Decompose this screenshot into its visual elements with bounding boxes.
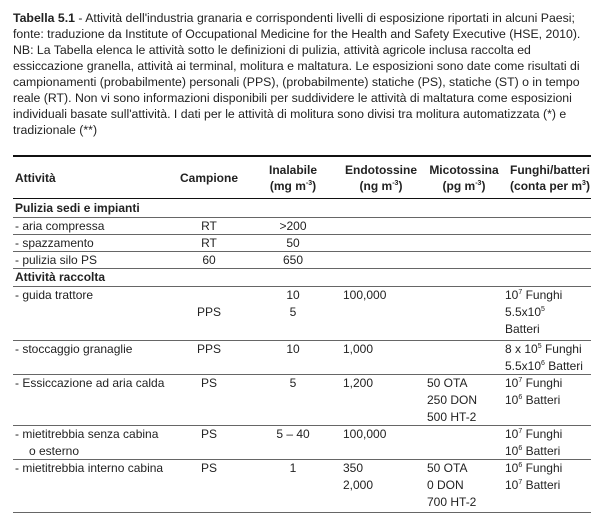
- header-endotossine-exp: -3: [392, 180, 399, 187]
- cell-micotossina: 50 OTA: [427, 461, 468, 475]
- table-row: [13, 426, 591, 460]
- header-bottom-rule: [13, 198, 591, 199]
- header-inalabile: [257, 162, 329, 194]
- cell-inalabile: >200: [279, 219, 307, 233]
- row-divider: [13, 512, 591, 513]
- funghi-text: Funghi: [541, 342, 582, 356]
- cell-campione: PPS: [196, 342, 221, 356]
- section-raccolta: [13, 269, 591, 286]
- section-raccolta-label: Attività raccolta: [15, 270, 106, 284]
- cell-funghi: Batteri: [505, 322, 540, 336]
- funghi-text: Batteri: [522, 478, 561, 492]
- header-inalabile-close: ): [312, 179, 317, 193]
- cell-funghi: [505, 287, 562, 304]
- cell-inalabile: 5 – 40: [276, 427, 310, 441]
- header-campione: Campione: [179, 171, 238, 185]
- cell-micotossina: 700 HT-2: [427, 495, 477, 509]
- funghi-text: Batteri: [522, 444, 561, 458]
- header-endotossine: [341, 162, 421, 194]
- header-inalabile-unit: (mg m: [269, 179, 306, 193]
- cell-endotossine: 2,000: [343, 478, 374, 492]
- cell-inalabile: 650: [282, 253, 304, 267]
- cell-endotossine: 100,000: [343, 427, 387, 441]
- cell-funghi: [505, 375, 562, 392]
- cell-micotossina: 500 HT-2: [427, 410, 477, 424]
- funghi-text: Funghi: [522, 427, 563, 441]
- header-inalabile-line2: [257, 178, 329, 194]
- header-funghi-close: ): [585, 179, 590, 193]
- header-attivita: Attività: [15, 171, 56, 185]
- header-endotossine-unit: (ng m: [359, 179, 393, 193]
- table-label: Tabella 5.1: [13, 11, 75, 25]
- cell-campione: 60: [202, 253, 216, 267]
- cell-campione: PS: [200, 376, 217, 390]
- cell-micotossina: 50 OTA: [427, 376, 468, 390]
- funghi-text: Batteri: [522, 393, 561, 407]
- funghi-exp: 6: [518, 462, 523, 469]
- funghi-exp: 6: [518, 394, 523, 401]
- funghi-base: 8 x 10: [505, 342, 538, 356]
- cell-inalabile: 50: [286, 236, 300, 250]
- cell-campione: RT: [201, 236, 217, 250]
- cell-inalabile: 10: [286, 342, 300, 356]
- cell-inalabile: 1: [289, 461, 297, 475]
- funghi-base: 10: [505, 288, 519, 302]
- header-endotossine-line2: [341, 178, 421, 194]
- cell-attivita: - stoccaggio granaglie: [15, 342, 133, 356]
- funghi-base: 10: [505, 393, 519, 407]
- table-row: [13, 460, 591, 511]
- table-row: [13, 375, 591, 426]
- cell-attivita: - pulizia silo PS: [15, 253, 98, 267]
- table-row: [13, 218, 591, 235]
- table-row: [13, 235, 591, 252]
- funghi-base: 10: [505, 376, 519, 390]
- section-pulizia-label: Pulizia sedi e impianti: [15, 201, 140, 215]
- funghi-exp: 5: [541, 306, 545, 313]
- cell-endotossine: 100,000: [343, 288, 387, 302]
- funghi-text: Funghi: [522, 376, 563, 390]
- cell-inalabile: 5: [289, 305, 297, 319]
- funghi-exp: 6: [541, 360, 545, 367]
- table-row: [13, 252, 591, 269]
- funghi-exp: 7: [518, 479, 523, 486]
- cell-funghi: [505, 358, 583, 375]
- funghi-text: Funghi: [522, 461, 563, 475]
- cell-funghi: [505, 341, 582, 358]
- table-top-rule: [13, 155, 591, 157]
- cell-funghi: [505, 426, 562, 443]
- table-row: [13, 341, 591, 375]
- header-funghi: [509, 162, 591, 194]
- caption-text: - Attività dell'industria granaria e corrispondenti livelli di esposizione riportati in alcuni Paesi; fonte: traduzione da Institute of Occupational Medicine for the Health and Safety Executive (HSE, 2010). NB: La Tabella elenca le attività sotto le definizioni di pulizia, attività agricole inclusa raccolta ed essiccazione granella, attività ai terminal, molitura e maltatura. Le esposizioni sono date come risultati di campionamenti (probabilmente) personali (PPS), (probabilmente) statiche (PS), statiche (ST) o in tempo reale (RT). Non vi sono informazioni disponibili per suddividere le attività di maltatura come esposizioni individuali basate sull'attività. I dati per le attività di molitura sono divisi tra molitura automatizzata (*) e tradizionale (**): [13, 11, 581, 137]
- cell-attivita: - Essiccazione ad aria calda: [15, 376, 165, 390]
- cell-attivita: - mietitrebbia senza cabina: [15, 427, 159, 441]
- header-endotossine-close: ): [398, 179, 403, 193]
- funghi-base: 10: [505, 478, 519, 492]
- cell-endotossine: 1,200: [343, 376, 374, 390]
- header-inalabile-exp: -3: [305, 180, 313, 187]
- header-funghi-unit: (conta per m: [510, 179, 583, 193]
- header-micotossina-exp: -3: [475, 180, 482, 187]
- header-funghi-line2: [509, 178, 591, 194]
- table-header: [13, 160, 591, 196]
- cell-attivita: o esterno: [29, 444, 80, 458]
- funghi-base: 10: [505, 444, 519, 458]
- cell-attivita: - guida trattore: [15, 288, 94, 302]
- funghi-base: 5.5x10: [505, 359, 542, 373]
- funghi-exp: 5: [537, 343, 542, 350]
- header-micotossina-close: ): [481, 179, 486, 193]
- funghi-exp: 7: [518, 428, 523, 435]
- header-endotossine-line1: Endotossine: [344, 163, 417, 177]
- cell-funghi: [505, 460, 562, 477]
- header-inalabile-line1: Inalabile: [268, 163, 318, 177]
- funghi-exp: 6: [518, 445, 523, 452]
- cell-attivita: - spazzamento: [15, 236, 94, 250]
- table-row: [13, 287, 591, 341]
- cell-inalabile: 10: [286, 288, 300, 302]
- funghi-exp: 7: [518, 289, 523, 296]
- cell-campione: RT: [201, 219, 217, 233]
- header-funghi-exp: 3: [582, 180, 586, 187]
- cell-campione: PS: [200, 427, 217, 441]
- cell-funghi: [505, 443, 560, 460]
- section-pulizia: [13, 200, 591, 217]
- cell-attivita: - aria compressa: [15, 219, 105, 233]
- header-micotossina-unit: (pg m: [442, 179, 476, 193]
- cell-endotossine: 350: [343, 461, 364, 475]
- cell-campione: PPS: [196, 305, 221, 319]
- cell-inalabile: 5: [289, 376, 297, 390]
- cell-micotossina: 0 DON: [427, 478, 464, 492]
- funghi-exp: 7: [518, 377, 523, 384]
- cell-micotossina: 250 DON: [427, 393, 478, 407]
- header-micotossina-line1: Micotossina: [429, 163, 499, 177]
- cell-funghi: [505, 392, 560, 409]
- header-funghi-line1: Funghi/batteri: [510, 163, 590, 177]
- cell-funghi: [505, 304, 545, 321]
- cell-funghi: [505, 477, 560, 494]
- funghi-text: Funghi: [522, 288, 563, 302]
- cell-campione: PS: [200, 461, 217, 475]
- funghi-base: 5.5x10: [505, 305, 542, 319]
- funghi-base: 10: [505, 427, 519, 441]
- funghi-text: Batteri: [544, 359, 583, 373]
- table-caption: [13, 10, 593, 138]
- cell-endotossine: 1,000: [343, 342, 374, 356]
- funghi-base: 10: [505, 461, 519, 475]
- header-micotossina: [423, 162, 505, 194]
- header-micotossina-line2: [423, 178, 505, 194]
- cell-attivita: - mietitrebbia interno cabina: [15, 461, 164, 475]
